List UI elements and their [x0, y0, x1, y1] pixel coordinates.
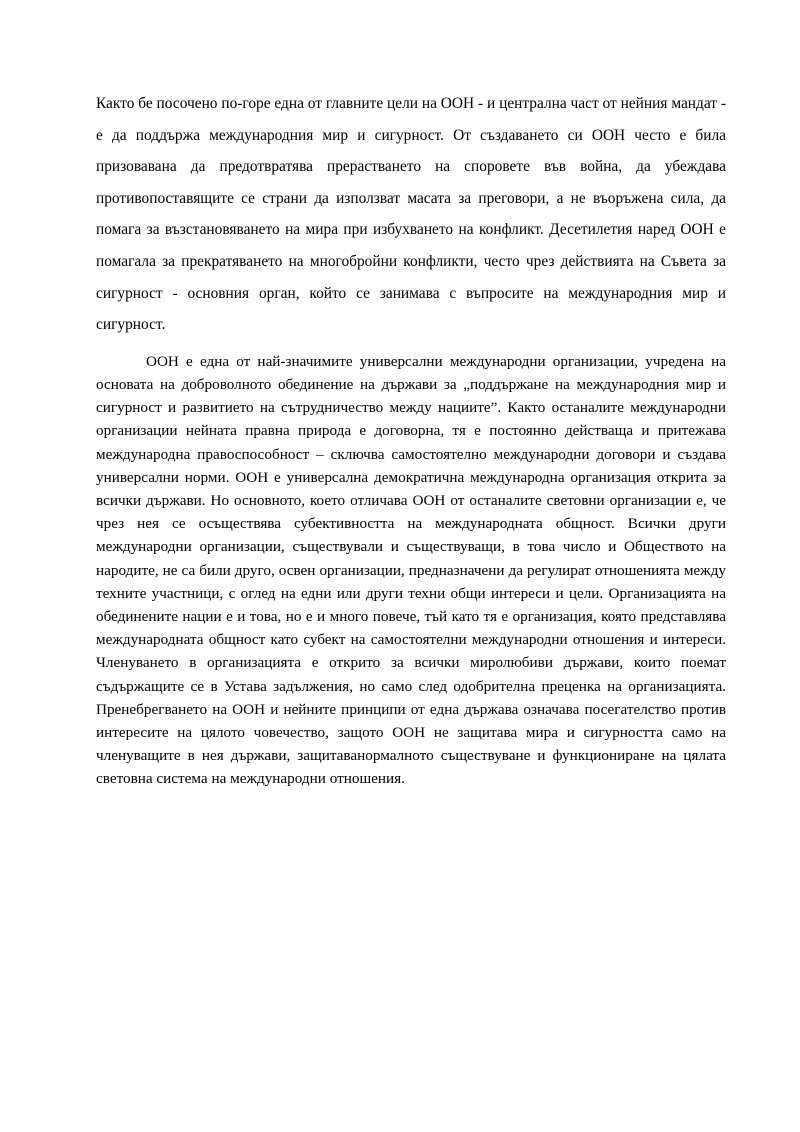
- paragraph-spacer: [96, 341, 726, 350]
- document-text-body: [96, 88, 726, 791]
- paragraph-un-goals-security: Както бе посочено по-горе една от главните цели на ООН - и централна част от нейния мандат - е да поддържа международния мир и сигурност. От създаването си ООН често е била призовавана да предотвратява прерастването на споровете във война, да убеждава противопоставящите се страни да използват масата за преговори, а не въоръжена сила, да помага за възстановяването на мира при избухването на конфликт. Десетилетия наред ООН е помагала за прекратяването на многобройни конфликти, често чрез действията на Съвета за сигурност - основния орган, който се занимава с въпросите на международния мир и сигурност.: [96, 95, 726, 334]
- paragraph-un-legal-nature: ООН е една от най-значимите универсални международни организации, учредена на основата на доброволното обединение на държави за „поддържане на международния мир и сигурност и развитието на сътрудничество между нациите”. Както останалите международни организации нейната правна природа е договорна, тя е постоянно действаща и притежава международна правоспособност – сключва самостоятелно международни договори и създава универсални норми. ООН е универсална демократична международна организация открита за всички държави. Но основното, което отличава ООН от останалите световни организации е, че чрез нея се осъществява субективността на международната общност. Всички други международни организации, съществували и съществуващи, в това число и Обществото на народите, не са били друго, освен организации, предназначени да регулират отношенията между техните участници, с оглед на едни или други техни общи интереси и цели. Организацията на обединените нации е и това, но е и много повече, тъй като тя е организация, която представлява международната общност като субект на самостоятелни международни отношения и интереси. Членуването в организацията е открито за всички миролюбиви държави, които поемат съдържащите се в Устава задължения, но само след одобрителна преценка на организацията. Пренебрегването на ООН и нейните принципи от една държава означава посегателство против интересите на цялото човечество, защото ООН не защитава мира и сигурността само на членуващите в нея държави, защитаванормалното съществуване и функциониране на цялата световна система на международни отношения.: [96, 352, 726, 788]
